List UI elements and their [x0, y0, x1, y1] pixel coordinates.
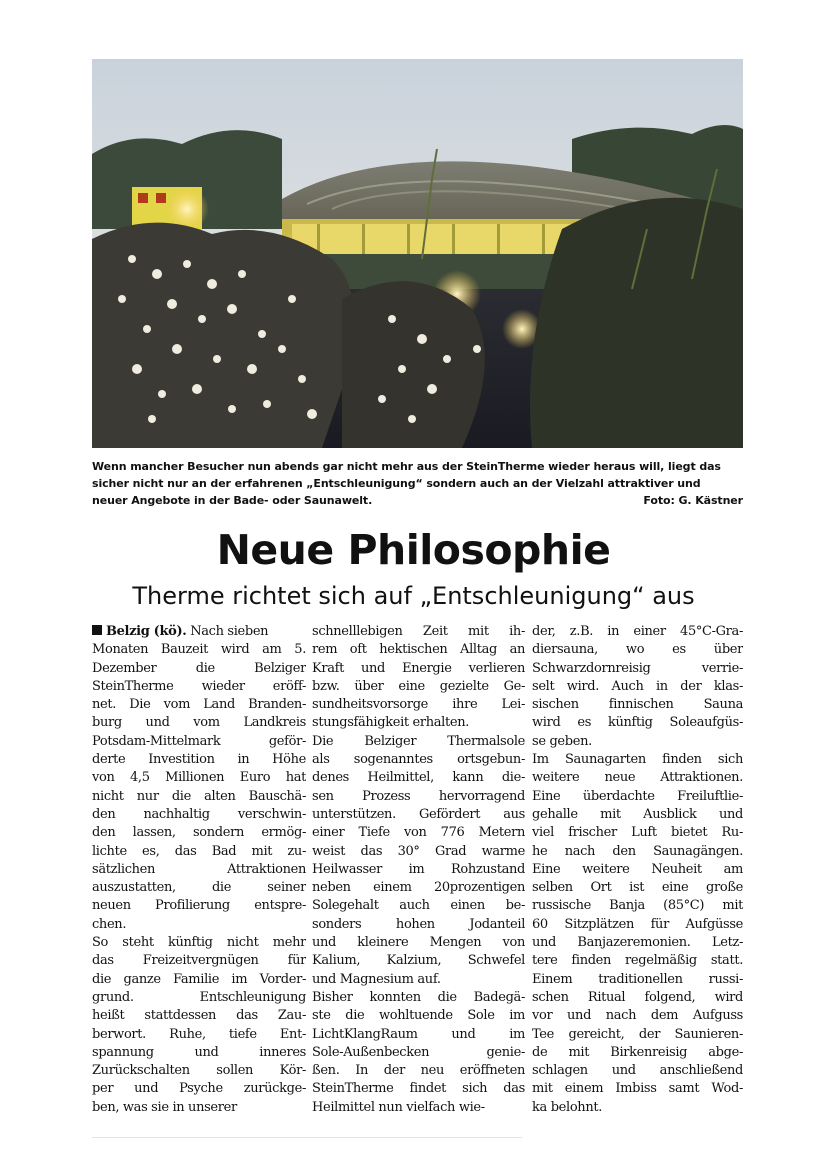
article-line: selben Ort ist eine große [532, 880, 743, 896]
article-line: auszustatten, die seiner [92, 880, 306, 896]
photo-credit: Foto: G. Kästner [643, 494, 743, 507]
article-line: per und Psyche zurückge- [92, 1081, 306, 1097]
therme-dome-image [92, 59, 743, 448]
article-line: ste die wohltuende Sole im [312, 1008, 525, 1024]
article-line: Eine überdachte Freiluftlie- [532, 788, 743, 804]
article-line: stungsfähigkeit erhalten. [312, 715, 469, 731]
article-line: spannung und inneres [92, 1044, 306, 1060]
article-line: weist das 30° Grad warme [312, 843, 525, 859]
article-line: als sogenanntes ortsgebun- [312, 752, 525, 768]
article-line: und Banjazeremonien. Letz- [532, 935, 743, 951]
article-line: diersauna, wo es über [532, 642, 743, 658]
article-line: vor und nach dem Aufguss [532, 1008, 743, 1024]
caption-line-1: Wenn mancher Besucher nun abends gar nicht mehr aus der SteinTherme wieder heraus will, liegt das [92, 460, 721, 473]
article-line: 60 Sitzplätzen für Aufgüsse [532, 916, 743, 932]
article-line: he nach den Saunagängen. [532, 843, 743, 859]
article-line: SteinTherme wieder eröff- [92, 678, 306, 694]
article-headline: Neue Philosophie [216, 526, 611, 574]
article-line: weitere neue Attraktionen. [532, 770, 743, 786]
article-line: LichtKlangRaum und im [312, 1026, 525, 1042]
article-line: und Magnesium auf. [312, 971, 441, 987]
article-line: sätzlichen Attraktionen [92, 861, 306, 877]
article-line: schnelllebigen Zeit mit ih- [312, 624, 525, 639]
dateline: Belzig (kö). [106, 624, 187, 639]
article-line: sonders hohen Jodanteil [312, 916, 525, 932]
article-line: Sole-Außenbecken genie- [312, 1044, 525, 1060]
article-line: Die Belziger Thermalsole [312, 733, 525, 749]
article-column-3 [532, 623, 743, 1117]
article-line: denes Heilmittel, kann die- [312, 770, 525, 786]
article-line: de mit Birkenreisig abge- [532, 1044, 743, 1060]
article-line: Schwarzdornreisig verrie- [532, 660, 743, 676]
article-line: SteinTherme findet sich das [312, 1081, 525, 1097]
article-line: rem oft hektischen Alltag an [312, 642, 525, 658]
article-line: Einem traditionellen russi- [532, 971, 743, 987]
photo-caption [92, 458, 743, 509]
bottom-rule [92, 1137, 522, 1138]
article-line: Potsdam-Mittelmark geför- [92, 733, 306, 749]
article-line: sundheitsvorsorge ihre Lei- [312, 697, 525, 713]
article-line: Im Saunagarten finden sich [532, 752, 743, 768]
article-line: das Freizeitvergnügen für [92, 953, 306, 969]
article-line: Eine weitere Neuheit am [532, 861, 743, 877]
article-line: lichte es, das Bad mit zu- [92, 843, 306, 859]
article-line: Solegehalt auch einen be- [312, 898, 525, 914]
article-line: Heilmittel nun vielfach wie- [312, 1099, 485, 1115]
article-line: neben einem 20prozentigen [312, 880, 525, 896]
article-line: schlagen und anschließend [532, 1063, 743, 1079]
article-line: Kraft und Energie verlieren [312, 660, 525, 676]
article-photo [92, 59, 743, 448]
article-line: ßen. In der neu eröffneten [312, 1063, 525, 1079]
article-line: Zurückschalten sollen Kör- [92, 1063, 306, 1079]
article-line: chen. [92, 916, 127, 932]
article-line: Tee gereicht, der Saunieren- [532, 1026, 743, 1042]
article-line: den nachhaltig verschwin- [92, 806, 306, 822]
article-line: heißt stattdessen das Zau- [92, 1008, 306, 1024]
article-line: den lassen, sondern ermög- [92, 825, 306, 841]
article-line: bzw. über eine gezielte Ge- [312, 678, 525, 694]
caption-line-3 [92, 492, 743, 509]
article-column-2 [312, 623, 525, 1117]
article-line: neuen Profilierung entspre- [92, 898, 306, 914]
article-line: der, z.B. in einer 45°C-Gra- [532, 624, 743, 639]
article-line: nicht nur die alten Bauschä- [92, 788, 306, 804]
article-line [92, 623, 306, 641]
article-line: von 4,5 Millionen Euro hat [92, 770, 306, 786]
article-line: Monaten Bauzeit wird am 5. [92, 642, 306, 658]
article-line: Kalium, Kalzium, Schwefel [312, 953, 525, 969]
caption-line-2: sicher nicht nur an der erfahrenen „Entschleunigung“ sondern auch an der Vielzahl attraktiver und [92, 477, 701, 490]
article-line: gehalle mit Ausblick und [532, 806, 743, 822]
article-line: viel frischer Luft bietet Ru- [532, 825, 743, 841]
article-line: schen Ritual folgend, wird [532, 989, 743, 1005]
article-line: die ganze Familie im Vorder- [92, 971, 306, 987]
article-column-1 [92, 623, 306, 1117]
article-line: wird es künftig Soleaufgüs- [532, 715, 743, 731]
article-line: Bisher konnten die Badegä- [312, 989, 525, 1005]
article-line: unterstützen. Gefördert aus [312, 806, 525, 822]
article-line: sischen finnischen Sauna [532, 697, 743, 713]
article-line: russische Banja (85°C) mit [532, 898, 743, 914]
article-line: se geben. [532, 733, 592, 749]
article-line: Heilwasser im Rohzustand [312, 861, 525, 877]
article-line: ka belohnt. [532, 1099, 603, 1115]
article-line: net. Die vom Land Branden- [92, 697, 306, 713]
article-line: mit einem Imbiss samt Wod- [532, 1081, 743, 1097]
article-line: burg und vom Landkreis [92, 715, 306, 731]
article-line: tere finden regelmäßig statt. [532, 953, 743, 969]
bullet-square-icon [92, 625, 102, 635]
article-subheadline: Therme richtet sich auf „Entschleunigung“ aus [132, 582, 695, 610]
article-line: selt wird. Auch in der klas- [532, 678, 743, 694]
article-line: berwort. Ruhe, tiefe Ent- [92, 1026, 306, 1042]
article-line: Dezember die Belziger [92, 660, 306, 676]
article-line-text: Nach sieben [186, 624, 269, 639]
article-line: ben, was sie in unserer [92, 1099, 237, 1115]
article-line: sen Prozess hervorragend [312, 788, 525, 804]
caption-text-end: neuer Angebote in der Bade- oder Saunawelt. [92, 494, 373, 507]
article-line: und kleinere Mengen von [312, 935, 525, 951]
article-line: grund. Entschleunigung [92, 989, 306, 1005]
article-line: derte Investition in Höhe [92, 752, 306, 768]
article-line: So steht künftig nicht mehr [92, 935, 306, 951]
article-line: einer Tiefe von 776 Metern [312, 825, 525, 841]
